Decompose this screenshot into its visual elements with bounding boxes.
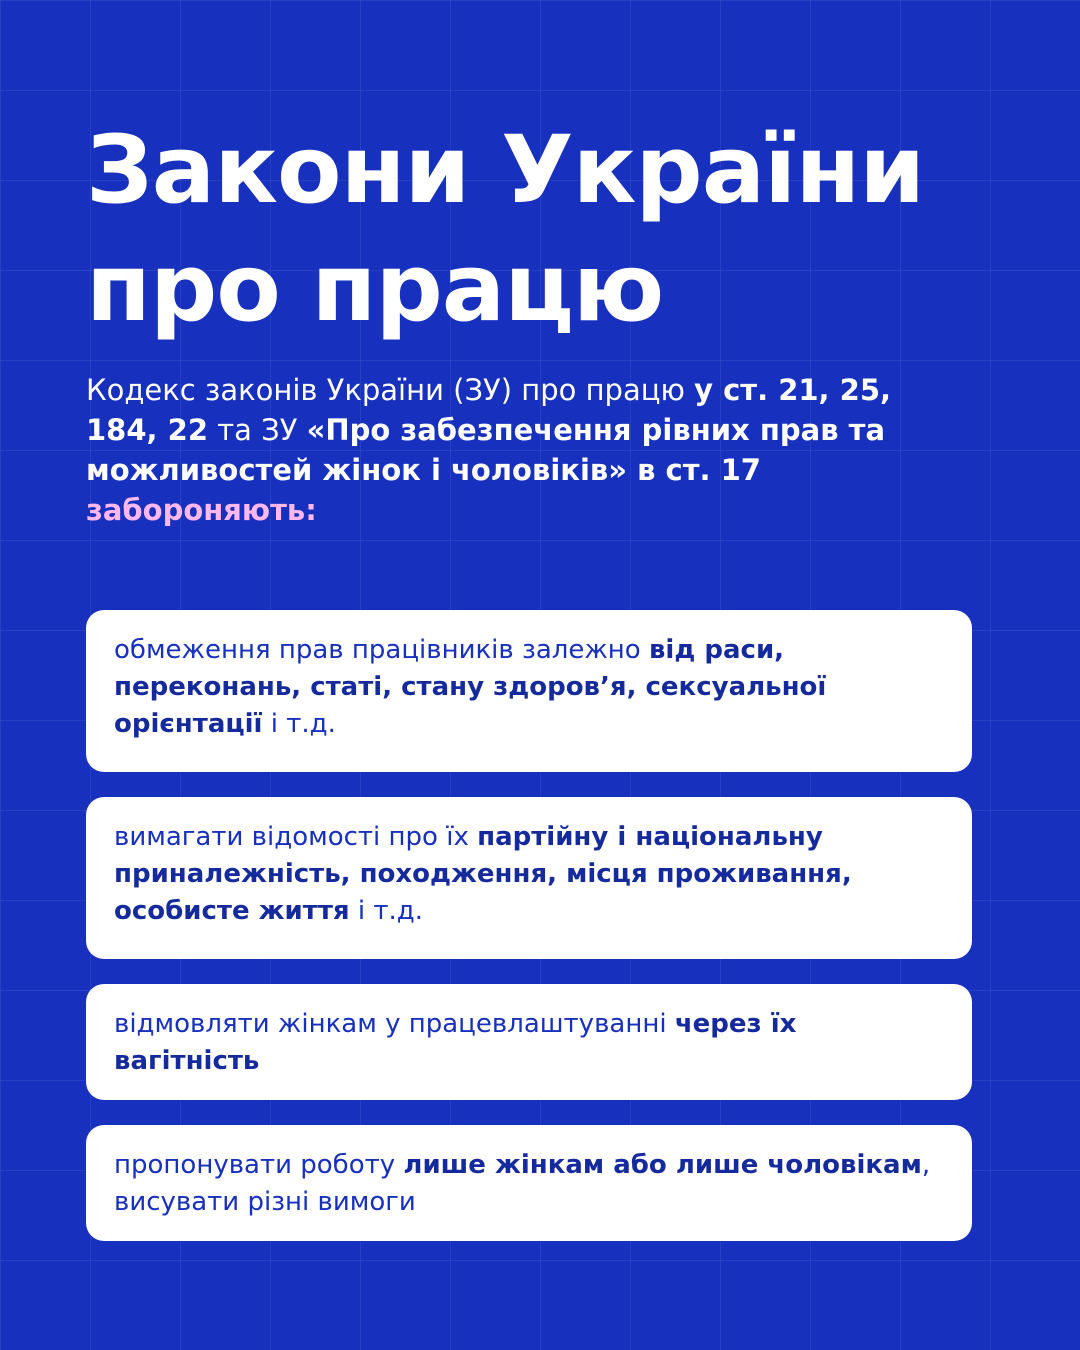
card-emphasis: від раси, переконань, статі, стану здоров’я, сексуальної орієнтації (114, 635, 827, 739)
prohibition-card-discrimination (86, 610, 972, 772)
card-text: відмовляти жінкам у працевлаштуванні (114, 1009, 675, 1039)
card-text: , висувати різні вимоги (114, 1150, 931, 1217)
card-text: обмеження прав працівників залежно (114, 635, 649, 665)
card-text: пропонувати роботу (114, 1150, 404, 1180)
card-emphasis: лише жінкам або лише чоловікам (403, 1150, 922, 1180)
intro-law-name: «Про забезпечення рівних прав та можливостей жінок і чоловіків» в ст. 17 (86, 413, 886, 487)
card-emphasis: через їх вагітність (114, 1009, 797, 1076)
prohibition-card-pregnancy (86, 984, 972, 1100)
card-emphasis: партійну і національну приналежність, походження, місця проживання, особисте життя (114, 822, 852, 926)
card-text: і т.д. (262, 709, 336, 739)
card-text: і т.д. (349, 896, 424, 926)
intro-paragraph (86, 370, 966, 530)
intro-highlight: забороняють: (86, 493, 317, 527)
title-line-1: Закони України (86, 116, 925, 225)
page-title (86, 112, 1036, 348)
card-text: вимагати відомості про їх (114, 822, 478, 852)
title-line-2: про працю (86, 234, 664, 343)
intro-text: Кодекс законів України (ЗУ) про працю (86, 373, 695, 407)
intro-articles: у ст. 21, 25, 184, 22 (86, 373, 892, 447)
prohibition-card-personal-info (86, 797, 972, 959)
prohibition-card-gender-jobs (86, 1125, 972, 1241)
intro-text: та ЗУ (208, 413, 307, 447)
